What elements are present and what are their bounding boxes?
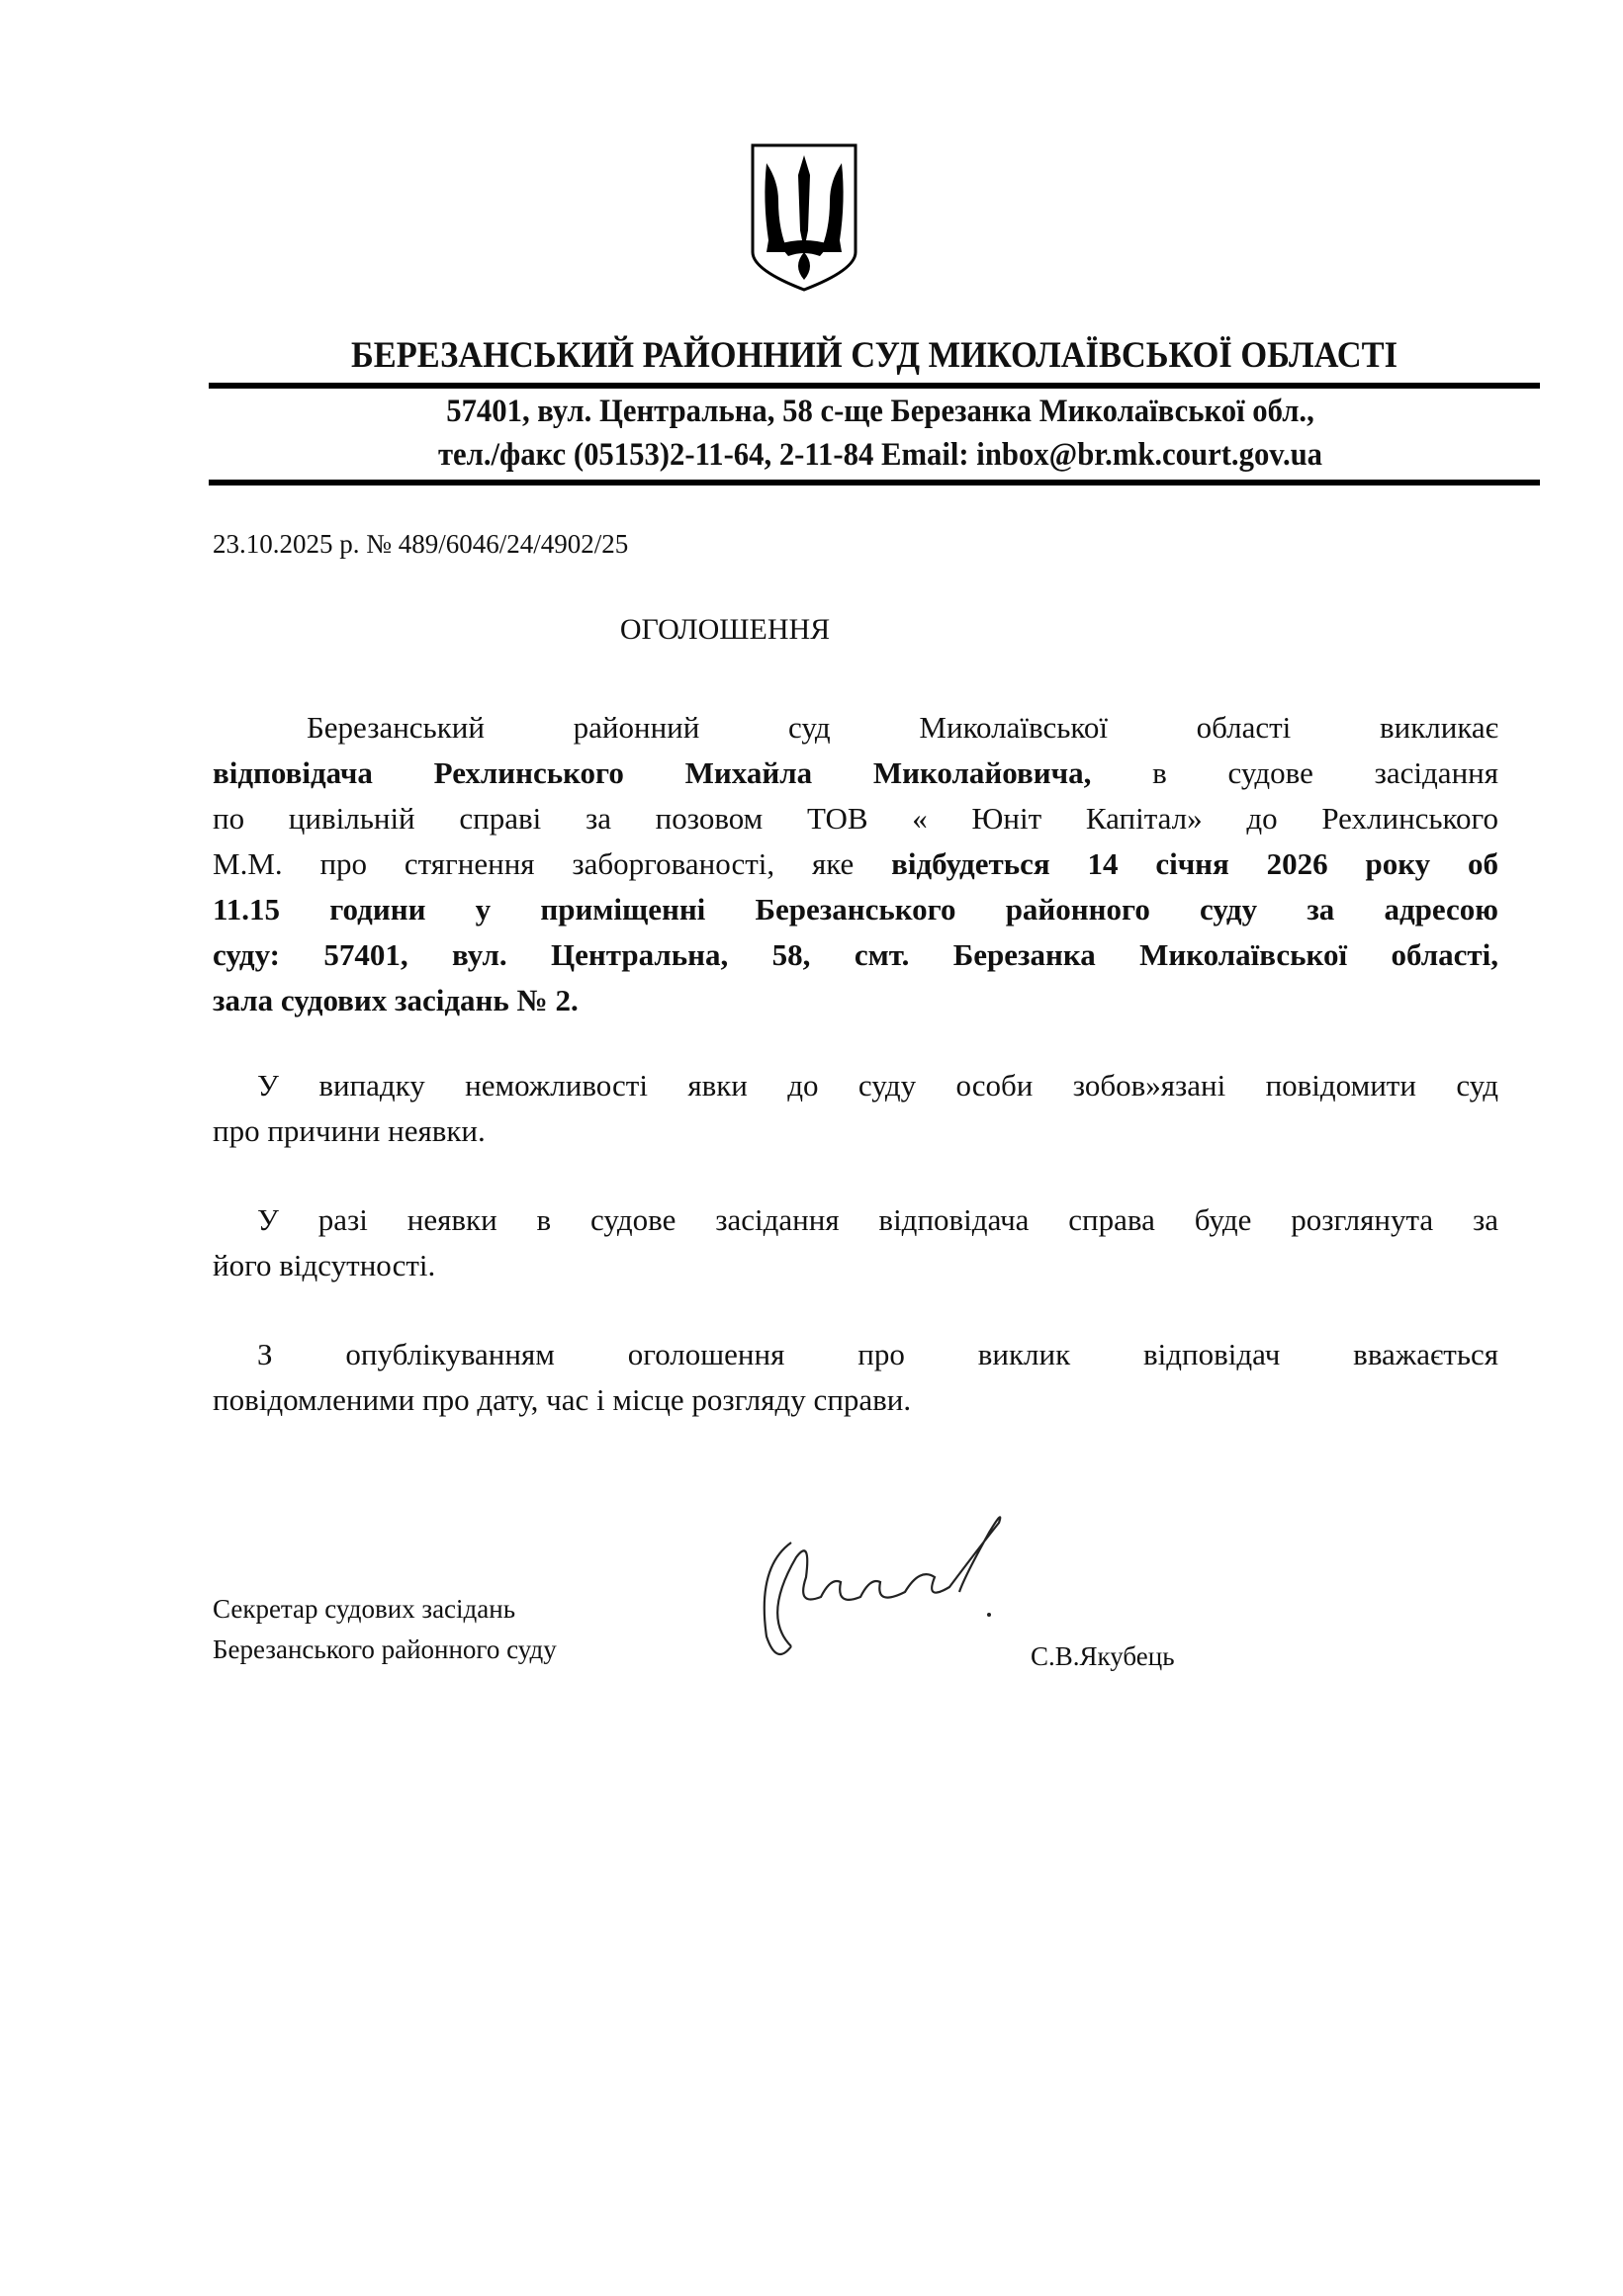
handwritten-signature — [752, 1498, 1068, 1681]
bold-text-segment: зала судових засідань № 2. — [213, 983, 579, 1017]
paragraph-line — [213, 801, 1498, 837]
signer-position-line1: Секретар судових засідань — [213, 1594, 516, 1624]
coat-of-arms-icon — [749, 141, 859, 292]
text-segment: У разі неявки в судове засідання відповідача справа буде розглянута за — [257, 1202, 1498, 1237]
paragraph-line — [213, 1382, 1498, 1418]
court-name: БЕРЕЗАНСЬКИЙ РАЙОННИЙ СУД МИКОЛАЇВСЬКОЇ ОБЛАСТІ — [351, 335, 1398, 376]
text-segment: З опублікуванням оголошення про виклик відповідач вважається — [257, 1337, 1498, 1371]
paragraph-line — [213, 1068, 1498, 1104]
paragraph-line — [213, 755, 1498, 791]
text-segment: його відсутності. — [213, 1248, 436, 1282]
document-heading: ОГОЛОШЕННЯ — [619, 613, 831, 646]
paragraph-line — [213, 846, 1498, 882]
paragraph-line — [213, 1248, 1498, 1283]
paragraph-line — [213, 1202, 1498, 1238]
paragraph-line — [213, 892, 1498, 927]
signer-position-line2: Березанського районного суду — [213, 1634, 557, 1664]
paragraph-line — [213, 983, 1498, 1018]
paragraph-line — [213, 1113, 1498, 1149]
bold-text-segment: 11.15 години у приміщенні Березанського районного суду за адресою — [213, 892, 1498, 927]
document-reference: 23.10.2025 р. № 489/6046/24/4902/25 — [213, 529, 629, 559]
signer-name: С.В.Якубець — [1031, 1641, 1175, 1671]
header-divider-bottom — [209, 480, 1540, 486]
text-segment: Березанський районний суд Миколаївської області викликає — [307, 710, 1498, 745]
paragraph-line — [213, 1337, 1498, 1372]
court-contacts: тел./факс (05153)2-11-64, 2-11-84 Email: inbox@br.mk.court.gov.ua — [437, 437, 1323, 473]
text-segment: У випадку неможливості явки до суду особи зобов»язані повідомити суд — [257, 1068, 1498, 1103]
header-divider-top — [209, 383, 1540, 389]
bold-text-segment: відбудеться 14 січня 2026 року об — [891, 846, 1498, 881]
court-address: 57401, вул. Центральна, 58 с-ще Березанка Миколаївської обл., — [446, 394, 1314, 429]
paragraph-line — [213, 710, 1498, 746]
text-segment: в судове засідання — [1091, 755, 1499, 790]
text-segment: про причини неявки. — [213, 1113, 486, 1148]
text-segment: повідомленими про дату, час і місце розгляду справи. — [213, 1382, 912, 1417]
bold-text-segment: суду: 57401, вул. Центральна, 58, смт. Березанка Миколаївської області, — [213, 937, 1498, 972]
text-segment: М.М. про стягнення заборгованості, яке — [213, 846, 892, 881]
paragraph-line — [213, 937, 1498, 973]
bold-text-segment: відповідача Рехлинського Михайла Миколайовича, — [213, 755, 1092, 790]
text-segment: по цивільній справі за позовом ТОВ « Юніт Капітал» до Рехлинського — [213, 801, 1498, 836]
